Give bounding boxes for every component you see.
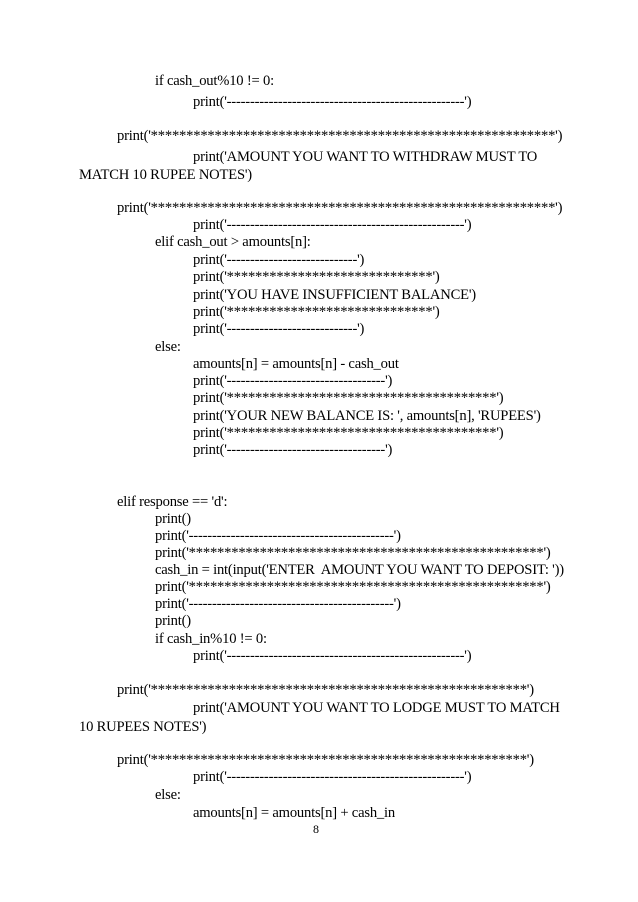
code-line: print('--------------------------------------------') bbox=[155, 596, 401, 612]
code-line: print('**************************************') bbox=[193, 425, 504, 441]
code-line: print('----------------------------') bbox=[193, 321, 365, 337]
code-line: print('*********************************************************') bbox=[117, 128, 563, 144]
code-line: print('**************************************************') bbox=[155, 579, 551, 595]
code-line: print('**************************************') bbox=[193, 390, 504, 406]
code-line: elif response == 'd': bbox=[117, 494, 228, 510]
code-line: if cash_out%10 != 0: bbox=[155, 73, 274, 89]
code-line: 10 RUPEES NOTES') bbox=[79, 719, 207, 735]
code-line: if cash_in%10 != 0: bbox=[155, 631, 267, 647]
code-line: print('----------------------------------') bbox=[193, 442, 393, 458]
code-line: print('*********************************************************') bbox=[117, 200, 563, 216]
code-line: print('AMOUNT YOU WANT TO WITHDRAW MUST TO bbox=[193, 149, 538, 165]
page-number: 8 bbox=[313, 822, 319, 836]
code-line: print('---------------------------------------------------') bbox=[193, 94, 472, 110]
code-line: print('*****************************************************') bbox=[117, 752, 534, 768]
code-line: print('---------------------------------------------------') bbox=[193, 769, 472, 785]
code-line: print('YOU HAVE INSUFFICIENT BALANCE') bbox=[193, 287, 476, 303]
code-line: print('--------------------------------------------') bbox=[155, 528, 401, 544]
code-line: print('---------------------------------------------------') bbox=[193, 217, 472, 233]
code-line: print('**************************************************') bbox=[155, 545, 551, 561]
code-line: cash_in = int(input('ENTER AMOUNT YOU WANT TO DEPOSIT: ')) bbox=[155, 562, 564, 578]
code-line: print('----------------------------') bbox=[193, 252, 365, 268]
code-line: print('*****************************************************') bbox=[117, 682, 534, 698]
code-line: print('*****************************') bbox=[193, 304, 440, 320]
code-line: elif cash_out > amounts[n]: bbox=[155, 234, 311, 250]
code-line: print('----------------------------------') bbox=[193, 373, 393, 389]
code-line: else: bbox=[155, 787, 181, 803]
code-line: print() bbox=[155, 511, 191, 527]
code-line: amounts[n] = amounts[n] + cash_in bbox=[193, 805, 395, 821]
code-line: print('YOUR NEW BALANCE IS: ', amounts[n], 'RUPEES') bbox=[193, 408, 541, 424]
code-line: amounts[n] = amounts[n] - cash_out bbox=[193, 356, 399, 372]
code-line: print('AMOUNT YOU WANT TO LODGE MUST TO MATCH bbox=[193, 700, 560, 716]
code-line: else: bbox=[155, 339, 181, 355]
code-line: print() bbox=[155, 613, 191, 629]
code-line: print('---------------------------------------------------') bbox=[193, 648, 472, 664]
code-line: print('*****************************') bbox=[193, 269, 440, 285]
code-line: MATCH 10 RUPEE NOTES') bbox=[79, 167, 252, 183]
